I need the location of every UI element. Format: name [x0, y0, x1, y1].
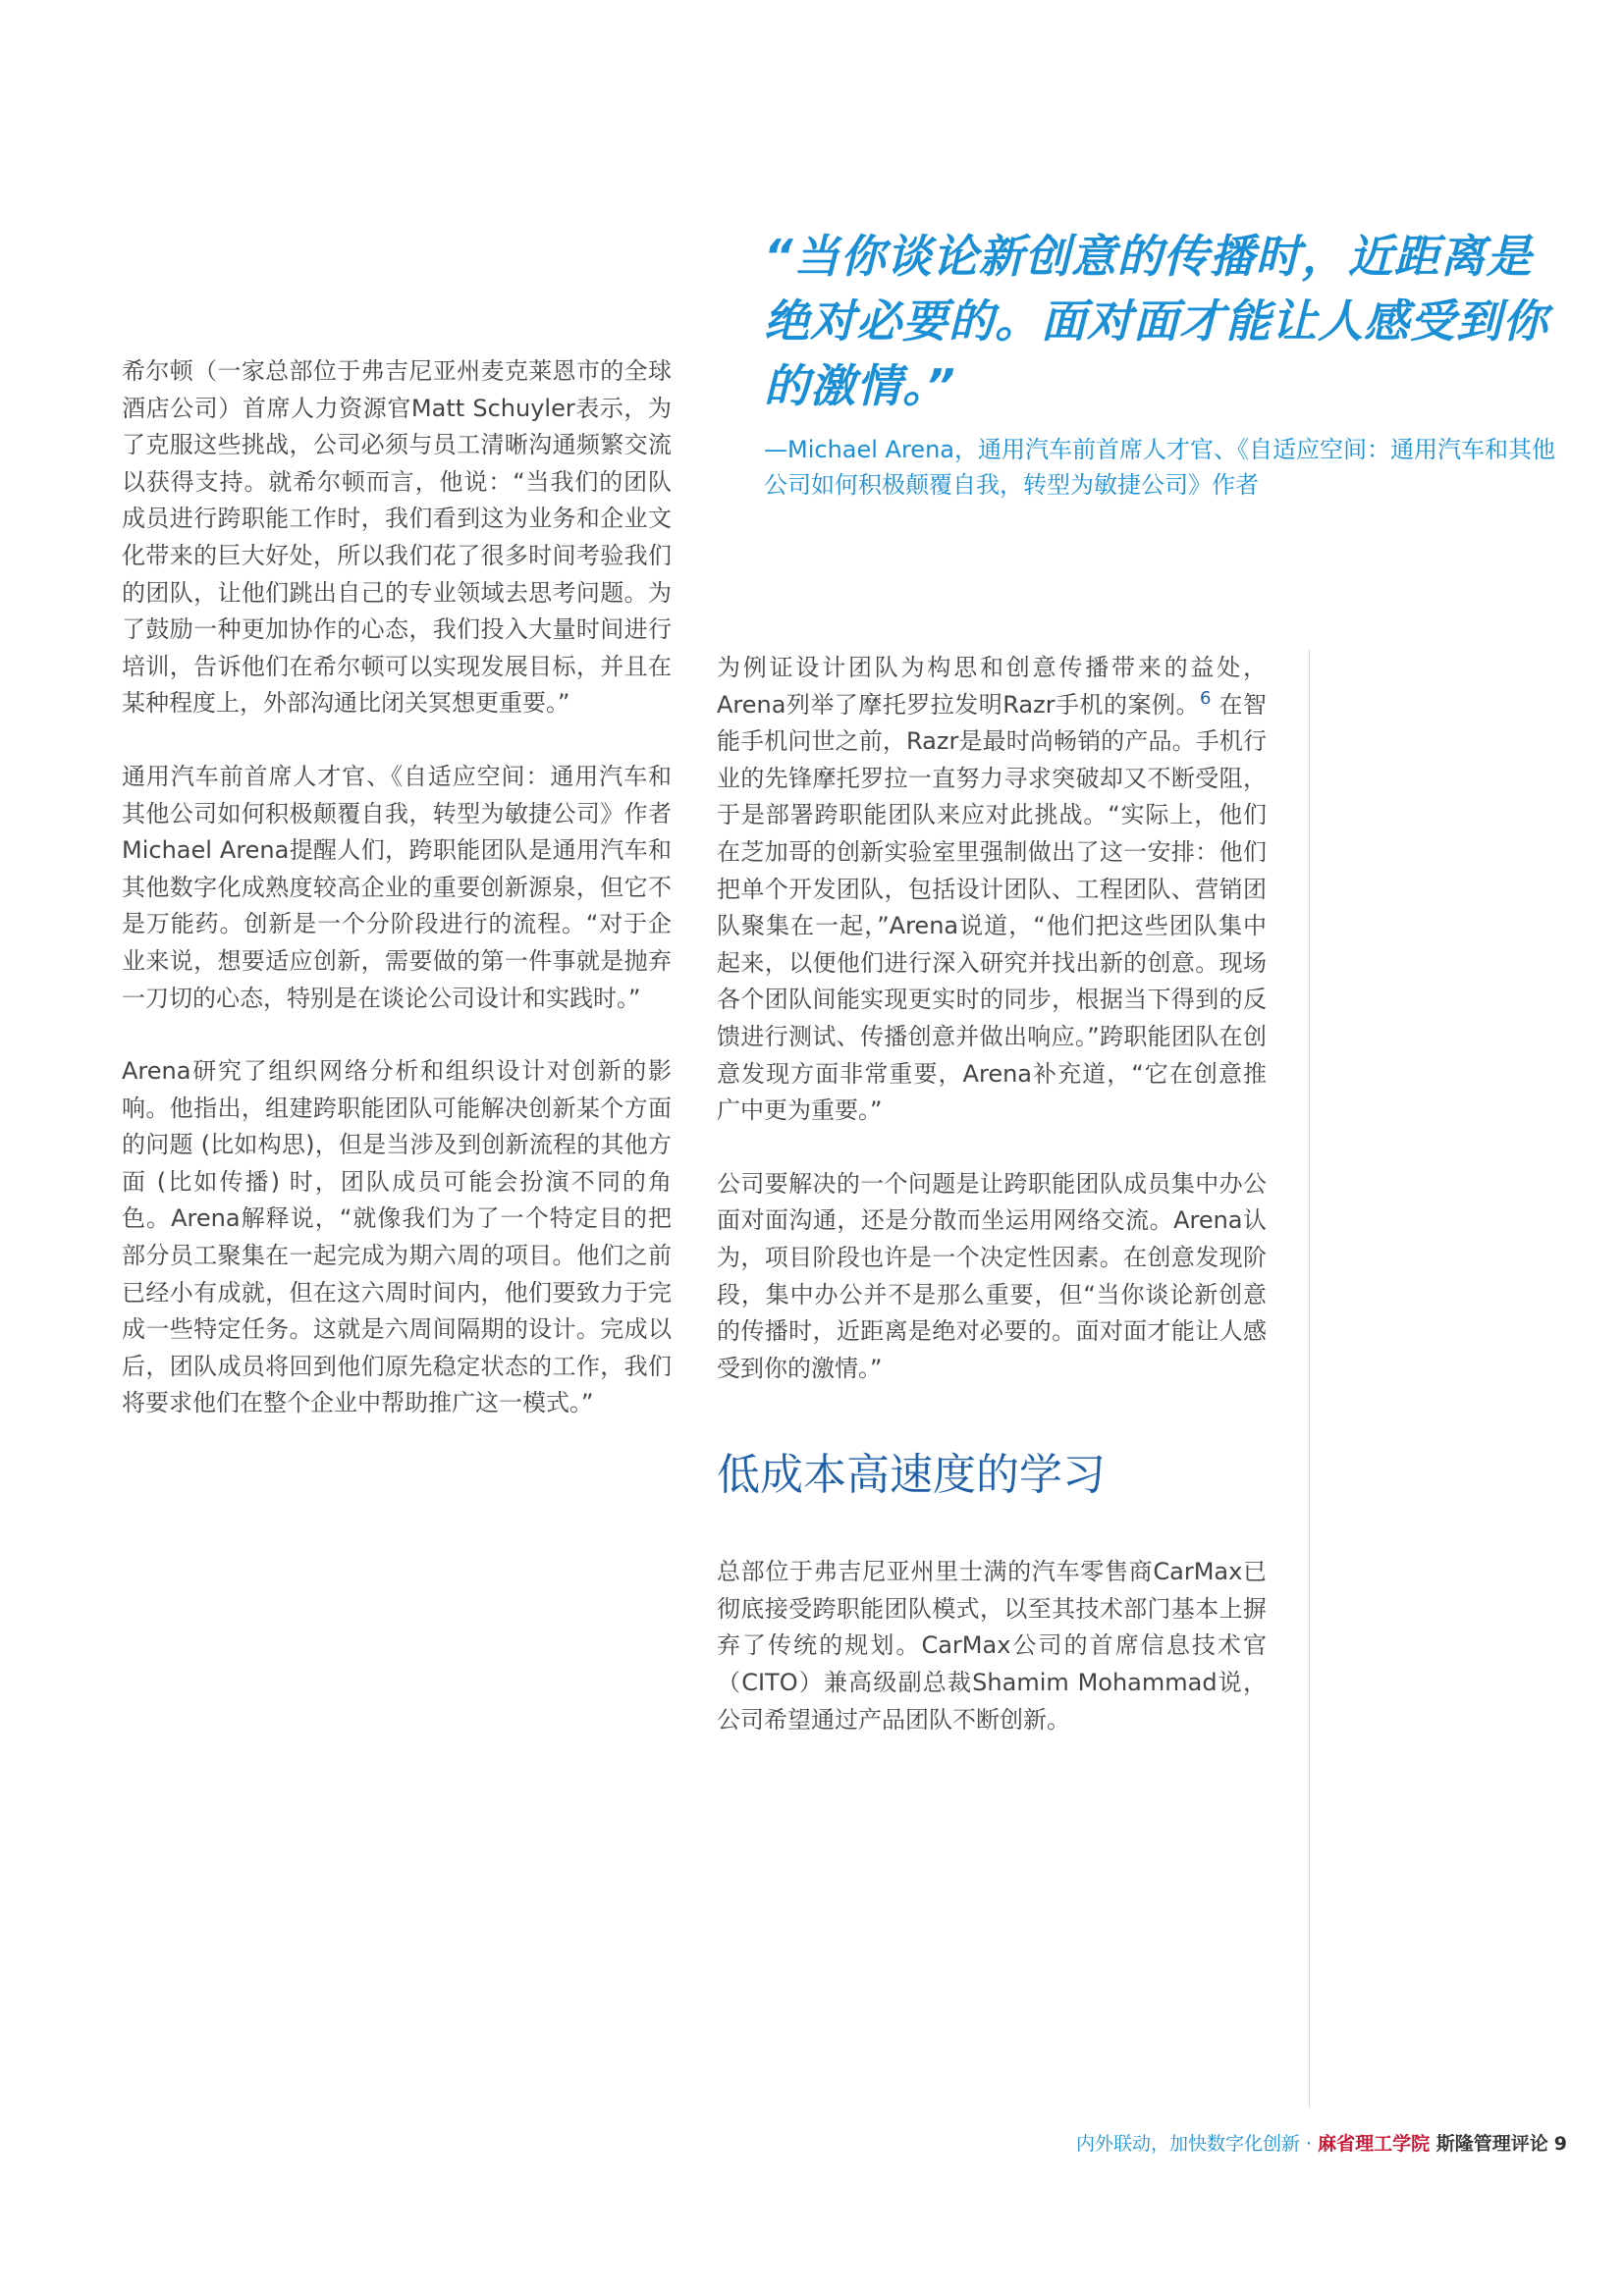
- footnote-reference[interactable]: 6: [1199, 687, 1212, 709]
- body-paragraph: 希尔顿（一家总部位于弗吉尼亚州麦克莱恩市的全球酒店公司）首席人力资源官Matt Schuyler表示，为了克服这些挑战，公司必须与员工清晰沟通频繁交流以获得支持。就希尔顿而言，他说：“当我们的团队成员进行跨职能工作时，我们看到这为业务和企业文化带来的巨大好处，所以我们花了很多时间考验我们的团队，让他们跳出自己的专业领域去思考问题。为了鼓励一种更加协作的心态，我们投入大量时间进行培训，告诉他们在希尔顿可以实现发展目标，并且在某种程度上，外部沟通比闭关冥想更重要。”: [122, 357, 672, 718]
- page-number: 9: [1553, 2133, 1567, 2155]
- body-paragraph: Arena研究了组织网络分析和组织设计对创新的影响。他指出，组建跨职能团队可能解决创新某个方面的问题 (比如构思)，但是当涉及到创新流程的其他方面 (比如传播) 时，团队成员可能会扮演不同的角色。Arena解释说，“就像我们为了一个特定目的把部分员工聚集在一起完成为期六周的项目。他们之前已经小有成就，但在这六周时间内，他们要致力于完成一些特定任务。这就是六周间隔期的设计。完成以后，团队成员将回到他们原先稳定状态的工作，我们将要求他们在整个企业中帮助推广这一模式。”: [122, 1057, 672, 1417]
- page-footer: [1076, 2130, 1567, 2158]
- column-divider: [1309, 650, 1310, 2108]
- left-column: [122, 353, 672, 1459]
- pull-quote: [764, 224, 1555, 503]
- footer-topic: 内外联动，加快数字化创新 ·: [1076, 2133, 1319, 2155]
- body-paragraph: [717, 650, 1267, 1130]
- paragraph-text: 为例证设计团队为构思和创意传播带来的益处，Arena列举了摩托罗拉发明Razr手机的案例。: [717, 654, 1267, 719]
- section-heading: 低成本高速度的学习: [717, 1450, 1106, 1501]
- footer-publication-name: 斯隆管理评论: [1430, 2133, 1548, 2155]
- pull-quote-text: “当你谈论新创意的传播时，近距离是绝对必要的。面对面才能让人感受到你的激情。”: [764, 230, 1548, 412]
- pull-quote-attribution: —Michael Arena，通用汽车前首席人才官、《自适应空间：通用汽车和其他公司如何积极颠覆自我，转型为敏捷公司》作者: [764, 436, 1555, 499]
- paragraph-text: 在智能手机问世之前，Razr是最时尚畅销的产品。手机行业的先锋摩托罗拉一直努力寻求突破却又不断受阻，于是部署跨职能团队来应对此挑战。“实际上，他们在芝加哥的创新实验室里强制做出了这一安排：他们把单个开发团队，包括设计团队、工程团队、营销团队聚集在一起，”Arena说道，“他们把这些团队集中起来，以便他们进行深入研究并找出新的创意。现场各个团队间能实现更实时的同步，根据当下得到的反馈进行测试、传播创意并做出响应。”跨职能团队在创意发现方面非常重要，Arena补充道，“它在创意推广中更为重要。”: [717, 690, 1267, 1125]
- footer-mit-name: 麻省理工学院: [1318, 2133, 1431, 2155]
- body-paragraph: 总部位于弗吉尼亚州里士满的汽车零售商CarMax已彻底接受跨职能团队模式，以至其技术部门基本上摒弃了传统的规划。CarMax公司的首席信息技术官（CITO）兼高级副总裁Shamim Mohammad说，公司希望通过产品团队不断创新。: [717, 1558, 1267, 1734]
- body-paragraph: 公司要解决的一个问题是让跨职能团队成员集中办公面对面沟通，还是分散而坐运用网络交流。Arena认为，项目阶段也许是一个决定性因素。在创意发现阶段，集中办公并不是那么重要，但“当你谈论新创意的传播时，近距离是绝对必要的。面对面才能让人感受到你的激情。”: [717, 1169, 1267, 1382]
- body-paragraph: 通用汽车前首席人才官、《自适应空间：通用汽车和其他公司如何积极颠覆自我，转型为敏捷公司》作者Michael Arena提醒人们，跨职能团队是通用汽车和其他数字化成熟度较高企业的重要创新源泉，但它不是万能药。创新是一个分阶段进行的流程。“对于企业来说，想要适应创新，需要做的第一件事就是抛弃一刀切的心态，特别是在谈论公司设计和实践时。”: [122, 762, 672, 1012]
- right-column: [717, 650, 1267, 1775]
